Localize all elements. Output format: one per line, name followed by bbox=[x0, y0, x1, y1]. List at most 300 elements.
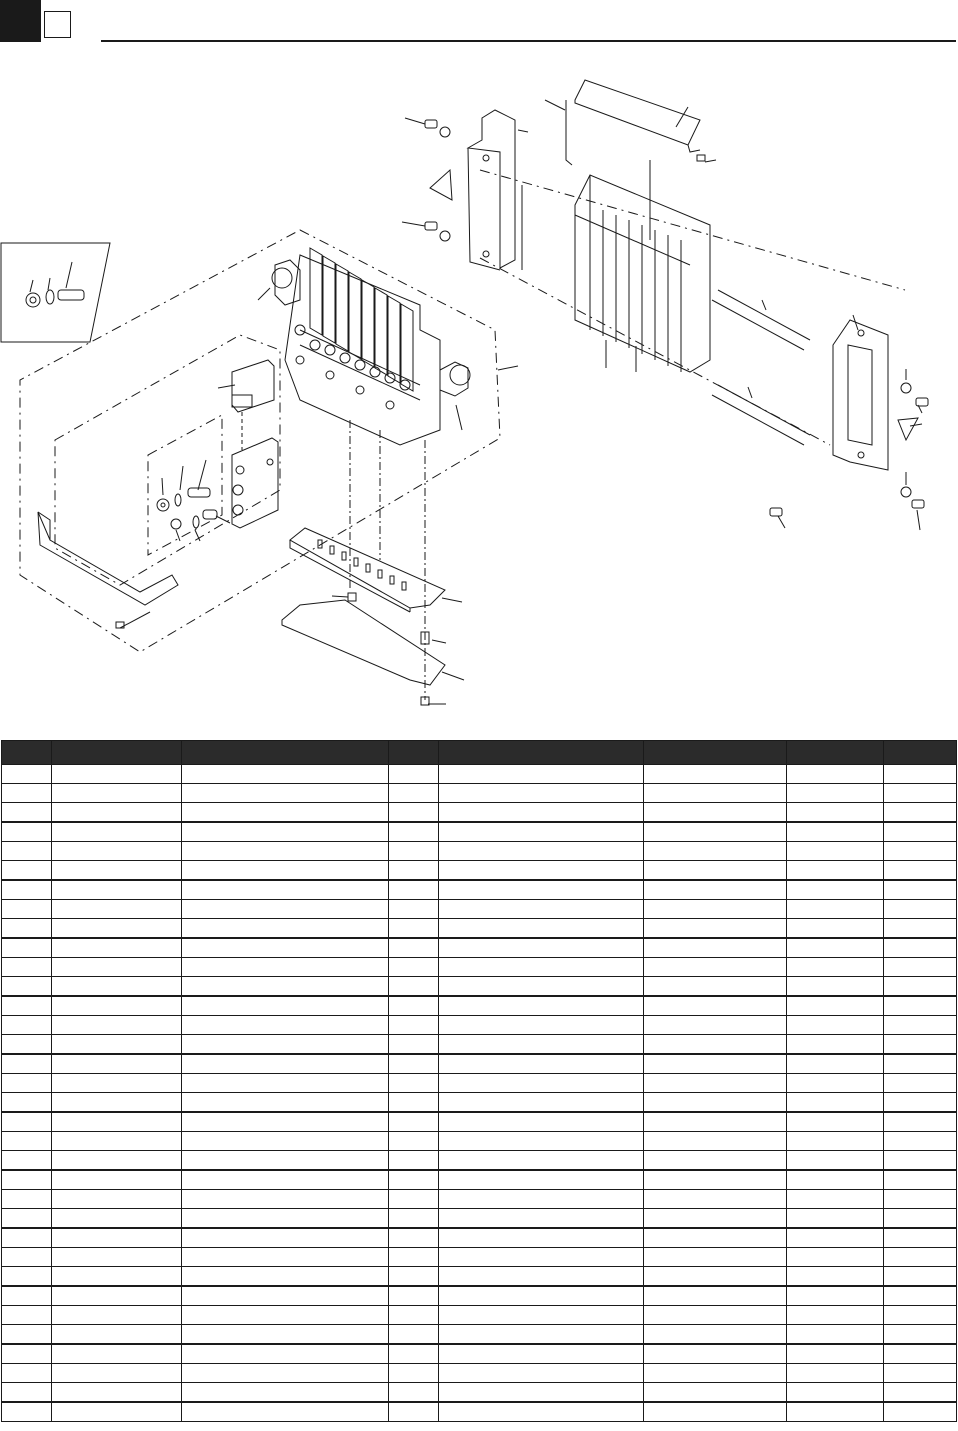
table-cell bbox=[787, 1016, 884, 1035]
table-row bbox=[2, 1286, 957, 1306]
table-cell bbox=[439, 996, 644, 1016]
mounting-bracket-left bbox=[425, 110, 522, 270]
table-cell bbox=[644, 1306, 787, 1325]
table-row bbox=[2, 880, 957, 900]
table-cell bbox=[389, 1402, 439, 1422]
table-cell bbox=[52, 1325, 182, 1345]
table-row bbox=[2, 958, 957, 977]
table-cell bbox=[2, 861, 52, 881]
table-cell bbox=[644, 1074, 787, 1093]
table-cell bbox=[439, 803, 644, 823]
table-cell bbox=[439, 1267, 644, 1287]
table-cell bbox=[644, 1248, 787, 1267]
table-cell bbox=[787, 1383, 884, 1403]
table-cell bbox=[644, 1228, 787, 1248]
table-cell bbox=[884, 880, 957, 900]
table-cell bbox=[644, 842, 787, 861]
table-cell bbox=[182, 938, 389, 958]
table-cell bbox=[182, 1344, 389, 1364]
table-row bbox=[2, 1112, 957, 1132]
table-cell bbox=[884, 1170, 957, 1190]
header-cell bbox=[787, 741, 884, 765]
table-cell bbox=[2, 1306, 52, 1325]
table-cell bbox=[644, 1035, 787, 1055]
table-cell bbox=[182, 842, 389, 861]
table-cell bbox=[2, 1248, 52, 1267]
table-cell bbox=[389, 1054, 439, 1074]
table-cell bbox=[389, 765, 439, 784]
table-cell bbox=[787, 1248, 884, 1267]
table-cell bbox=[182, 900, 389, 919]
table-cell bbox=[52, 1112, 182, 1132]
table-cell bbox=[439, 822, 644, 842]
table-cell bbox=[644, 977, 787, 997]
table-cell bbox=[787, 1054, 884, 1074]
table-cell bbox=[2, 1325, 52, 1345]
inset-detail bbox=[1, 243, 110, 342]
table-cell bbox=[182, 1170, 389, 1190]
table-row bbox=[2, 1344, 957, 1364]
table-row bbox=[2, 803, 957, 823]
table-cell bbox=[182, 1093, 389, 1113]
table-row bbox=[2, 1306, 957, 1325]
table-cell bbox=[389, 880, 439, 900]
table-cell bbox=[439, 1093, 644, 1113]
table-cell bbox=[644, 1364, 787, 1383]
table-cell bbox=[884, 1344, 957, 1364]
table-cell bbox=[787, 1228, 884, 1248]
table-cell bbox=[439, 1209, 644, 1229]
table-row bbox=[2, 842, 957, 861]
table-cell bbox=[52, 1267, 182, 1287]
header-cell bbox=[2, 741, 52, 765]
table-cell bbox=[182, 1132, 389, 1151]
table-cell bbox=[787, 784, 884, 803]
table-cell bbox=[2, 996, 52, 1016]
table-row bbox=[2, 784, 957, 803]
table-cell bbox=[644, 861, 787, 881]
table-cell bbox=[182, 919, 389, 939]
table-row bbox=[2, 996, 957, 1016]
table-row bbox=[2, 822, 957, 842]
table-cell bbox=[389, 938, 439, 958]
table-cell bbox=[644, 1132, 787, 1151]
table-cell bbox=[2, 1209, 52, 1229]
table-cell bbox=[52, 1093, 182, 1113]
table-cell bbox=[644, 1190, 787, 1209]
table-row bbox=[2, 1151, 957, 1171]
table-cell bbox=[52, 938, 182, 958]
table-cell bbox=[644, 919, 787, 939]
table-cell bbox=[389, 1132, 439, 1151]
table-cell bbox=[2, 1151, 52, 1171]
table-cell bbox=[884, 1306, 957, 1325]
table-cell bbox=[884, 996, 957, 1016]
header-cell bbox=[644, 741, 787, 765]
table-cell bbox=[884, 1016, 957, 1035]
table-cell bbox=[2, 1383, 52, 1403]
table-cell bbox=[389, 1267, 439, 1287]
table-cell bbox=[389, 822, 439, 842]
section-letter-box bbox=[44, 11, 71, 38]
table-cell bbox=[884, 1054, 957, 1074]
table-cell bbox=[2, 1190, 52, 1209]
table-cell bbox=[389, 842, 439, 861]
table-cell bbox=[389, 977, 439, 997]
table-cell bbox=[2, 1035, 52, 1055]
table-cell bbox=[787, 1402, 884, 1422]
table-cell bbox=[52, 977, 182, 997]
table-cell bbox=[182, 1112, 389, 1132]
table-cell bbox=[439, 861, 644, 881]
table-cell bbox=[389, 1306, 439, 1325]
table-cell bbox=[644, 1402, 787, 1422]
valve-body bbox=[157, 360, 278, 529]
table-row bbox=[2, 977, 957, 997]
table-cell bbox=[644, 880, 787, 900]
table-cell bbox=[182, 1248, 389, 1267]
table-row bbox=[2, 1267, 957, 1287]
table-cell bbox=[439, 1132, 644, 1151]
table-cell bbox=[52, 1054, 182, 1074]
table-row bbox=[2, 1016, 957, 1035]
table-cell bbox=[439, 958, 644, 977]
table-cell bbox=[439, 784, 644, 803]
table-cell bbox=[644, 1325, 787, 1345]
table-cell bbox=[884, 977, 957, 997]
table-cell bbox=[644, 1209, 787, 1229]
table-cell bbox=[884, 822, 957, 842]
table-cell bbox=[2, 880, 52, 900]
table-cell bbox=[884, 1132, 957, 1151]
table-row bbox=[2, 919, 957, 939]
table-cell bbox=[52, 1344, 182, 1364]
table-cell bbox=[787, 1344, 884, 1364]
header-cell bbox=[52, 741, 182, 765]
table-cell bbox=[644, 1344, 787, 1364]
table-cell bbox=[439, 1151, 644, 1171]
table-cell bbox=[787, 1035, 884, 1055]
table-cell bbox=[787, 1151, 884, 1171]
table-cell bbox=[182, 1209, 389, 1229]
table-cell bbox=[182, 1074, 389, 1093]
table-cell bbox=[182, 1035, 389, 1055]
table-cell bbox=[439, 1306, 644, 1325]
parts-table-body bbox=[2, 765, 957, 1422]
table-cell bbox=[787, 900, 884, 919]
table-cell bbox=[52, 1151, 182, 1171]
table-cell bbox=[644, 1267, 787, 1287]
table-cell bbox=[389, 919, 439, 939]
table-cell bbox=[2, 1364, 52, 1383]
table-cell bbox=[644, 803, 787, 823]
table-cell bbox=[182, 765, 389, 784]
table-cell bbox=[182, 1267, 389, 1287]
table-cell bbox=[884, 784, 957, 803]
table-cell bbox=[389, 1383, 439, 1403]
table-row bbox=[2, 765, 957, 784]
table-cell bbox=[787, 938, 884, 958]
table-cell bbox=[389, 1344, 439, 1364]
table-cell bbox=[439, 1035, 644, 1055]
table-cell bbox=[884, 1267, 957, 1287]
table-row bbox=[2, 1228, 957, 1248]
table-cell bbox=[439, 1364, 644, 1383]
table-row bbox=[2, 1190, 957, 1209]
exploded-parts-diagram bbox=[0, 60, 958, 720]
table-row bbox=[2, 861, 957, 881]
table-row bbox=[2, 1074, 957, 1093]
table-cell bbox=[884, 1035, 957, 1055]
table-cell bbox=[884, 958, 957, 977]
table-cell bbox=[182, 803, 389, 823]
tie-rods bbox=[480, 170, 905, 445]
base-plate bbox=[282, 528, 445, 705]
table-cell bbox=[884, 861, 957, 881]
table-cell bbox=[787, 977, 884, 997]
table-cell bbox=[787, 1170, 884, 1190]
header-rule bbox=[101, 40, 956, 42]
table-row bbox=[2, 1248, 957, 1267]
table-cell bbox=[2, 977, 52, 997]
table-cell bbox=[52, 1209, 182, 1229]
table-cell bbox=[2, 765, 52, 784]
table-cell bbox=[439, 1286, 644, 1306]
table-cell bbox=[439, 1228, 644, 1248]
table-cell bbox=[884, 1074, 957, 1093]
table-cell bbox=[389, 1151, 439, 1171]
table-cell bbox=[644, 900, 787, 919]
table-cell bbox=[884, 1248, 957, 1267]
table-cell bbox=[389, 1093, 439, 1113]
table-cell bbox=[52, 822, 182, 842]
table-cell bbox=[182, 861, 389, 881]
table-cell bbox=[439, 1054, 644, 1074]
table-cell bbox=[787, 958, 884, 977]
header-cell bbox=[389, 741, 439, 765]
table-cell bbox=[644, 996, 787, 1016]
table-cell bbox=[52, 784, 182, 803]
table-cell bbox=[52, 1190, 182, 1209]
table-cell bbox=[787, 1093, 884, 1113]
table-cell bbox=[439, 1344, 644, 1364]
table-cell bbox=[52, 958, 182, 977]
table-cell bbox=[439, 765, 644, 784]
table-cell bbox=[2, 1267, 52, 1287]
table-cell bbox=[787, 765, 884, 784]
table-row bbox=[2, 938, 957, 958]
table-cell bbox=[389, 1209, 439, 1229]
table-cell bbox=[884, 938, 957, 958]
table-cell bbox=[2, 1112, 52, 1132]
table-cell bbox=[2, 900, 52, 919]
table-cell bbox=[2, 958, 52, 977]
table-cell bbox=[884, 1383, 957, 1403]
table-cell bbox=[2, 919, 52, 939]
table-cell bbox=[2, 784, 52, 803]
table-cell bbox=[884, 1402, 957, 1422]
table-cell bbox=[787, 1074, 884, 1093]
table-cell bbox=[182, 958, 389, 977]
table-cell bbox=[2, 1074, 52, 1093]
drain-tray bbox=[38, 512, 178, 628]
table-row bbox=[2, 1383, 957, 1403]
table-cell bbox=[389, 1364, 439, 1383]
table-row bbox=[2, 1132, 957, 1151]
table-cell bbox=[644, 1093, 787, 1113]
table-cell bbox=[182, 784, 389, 803]
table-cell bbox=[2, 1286, 52, 1306]
table-cell bbox=[389, 958, 439, 977]
table-cell bbox=[2, 1228, 52, 1248]
table-cell bbox=[884, 1325, 957, 1345]
table-row bbox=[2, 1364, 957, 1383]
table-cell bbox=[884, 1190, 957, 1209]
table-cell bbox=[389, 1190, 439, 1209]
table-cell bbox=[389, 1248, 439, 1267]
table-cell bbox=[52, 919, 182, 939]
table-cell bbox=[787, 861, 884, 881]
table-cell bbox=[389, 996, 439, 1016]
table-cell bbox=[52, 1170, 182, 1190]
table-cell bbox=[52, 1402, 182, 1422]
table-cell bbox=[389, 1035, 439, 1055]
table-cell bbox=[2, 803, 52, 823]
table-cell bbox=[52, 1132, 182, 1151]
table-cell bbox=[644, 822, 787, 842]
table-cell bbox=[787, 880, 884, 900]
table-row bbox=[2, 1054, 957, 1074]
table-cell bbox=[182, 1364, 389, 1383]
table-cell bbox=[2, 1344, 52, 1364]
table-cell bbox=[439, 842, 644, 861]
table-cell bbox=[884, 803, 957, 823]
table-cell bbox=[389, 861, 439, 881]
table-cell bbox=[644, 1383, 787, 1403]
table-cell bbox=[787, 1306, 884, 1325]
table-cell bbox=[52, 900, 182, 919]
table-cell bbox=[182, 977, 389, 997]
table-cell bbox=[389, 803, 439, 823]
table-cell bbox=[644, 1286, 787, 1306]
table-cell bbox=[2, 822, 52, 842]
table-cell bbox=[884, 1228, 957, 1248]
table-cell bbox=[644, 765, 787, 784]
table-cell bbox=[2, 1132, 52, 1151]
table-cell bbox=[884, 1286, 957, 1306]
valve-group-outline bbox=[20, 230, 500, 652]
table-cell bbox=[884, 1364, 957, 1383]
table-cell bbox=[2, 842, 52, 861]
table-cell bbox=[182, 1190, 389, 1209]
table-cell bbox=[884, 919, 957, 939]
table-cell bbox=[52, 1074, 182, 1093]
table-cell bbox=[439, 1016, 644, 1035]
header-cell bbox=[439, 741, 644, 765]
table-cell bbox=[787, 1132, 884, 1151]
table-cell bbox=[182, 1228, 389, 1248]
table-cell bbox=[182, 1286, 389, 1306]
table-cell bbox=[884, 900, 957, 919]
table-row bbox=[2, 1209, 957, 1229]
table-cell bbox=[52, 1383, 182, 1403]
table-cell bbox=[182, 1325, 389, 1345]
table-cell bbox=[182, 1151, 389, 1171]
table-cell bbox=[52, 1286, 182, 1306]
table-cell bbox=[182, 880, 389, 900]
table-cell bbox=[182, 1383, 389, 1403]
table-row bbox=[2, 1093, 957, 1113]
end-plate-right bbox=[770, 320, 928, 516]
table-cell bbox=[182, 1054, 389, 1074]
table-row bbox=[2, 1170, 957, 1190]
table-cell bbox=[787, 842, 884, 861]
table-cell bbox=[439, 1325, 644, 1345]
leader-lines bbox=[162, 100, 922, 704]
table-cell bbox=[644, 958, 787, 977]
table-cell bbox=[52, 803, 182, 823]
parts-table-header bbox=[2, 741, 957, 765]
table-cell bbox=[439, 1248, 644, 1267]
table-cell bbox=[787, 803, 884, 823]
table-row bbox=[2, 1035, 957, 1055]
table-cell bbox=[389, 784, 439, 803]
table-cell bbox=[182, 996, 389, 1016]
table-cell bbox=[439, 1170, 644, 1190]
table-cell bbox=[787, 1267, 884, 1287]
table-cell bbox=[644, 1054, 787, 1074]
header-cell bbox=[884, 741, 957, 765]
table-cell bbox=[389, 1228, 439, 1248]
table-cell bbox=[389, 1112, 439, 1132]
table-cell bbox=[389, 1325, 439, 1345]
table-cell bbox=[52, 1016, 182, 1035]
table-cell bbox=[2, 938, 52, 958]
table-cell bbox=[787, 996, 884, 1016]
table-cell bbox=[644, 784, 787, 803]
table-cell bbox=[644, 1016, 787, 1035]
table-cell bbox=[52, 765, 182, 784]
table-cell bbox=[439, 1074, 644, 1093]
table-cell bbox=[52, 842, 182, 861]
table-cell bbox=[52, 861, 182, 881]
table-row bbox=[2, 1402, 957, 1422]
table-cell bbox=[439, 880, 644, 900]
table-cell bbox=[884, 765, 957, 784]
section-tab bbox=[0, 0, 41, 42]
table-cell bbox=[2, 1093, 52, 1113]
table-cell bbox=[52, 996, 182, 1016]
table-cell bbox=[182, 1306, 389, 1325]
top-rail bbox=[566, 80, 705, 165]
table-cell bbox=[884, 842, 957, 861]
table-cell bbox=[2, 1054, 52, 1074]
table-cell bbox=[2, 1016, 52, 1035]
table-cell bbox=[884, 1209, 957, 1229]
table-cell bbox=[787, 1325, 884, 1345]
table-cell bbox=[884, 1093, 957, 1113]
table-cell bbox=[644, 1151, 787, 1171]
table-cell bbox=[787, 822, 884, 842]
table-cell bbox=[52, 1248, 182, 1267]
table-cell bbox=[439, 1112, 644, 1132]
table-cell bbox=[439, 1190, 644, 1209]
table-row bbox=[2, 1325, 957, 1345]
table-cell bbox=[182, 1016, 389, 1035]
table-cell bbox=[182, 822, 389, 842]
table-cell bbox=[2, 1170, 52, 1190]
table-cell bbox=[644, 1112, 787, 1132]
